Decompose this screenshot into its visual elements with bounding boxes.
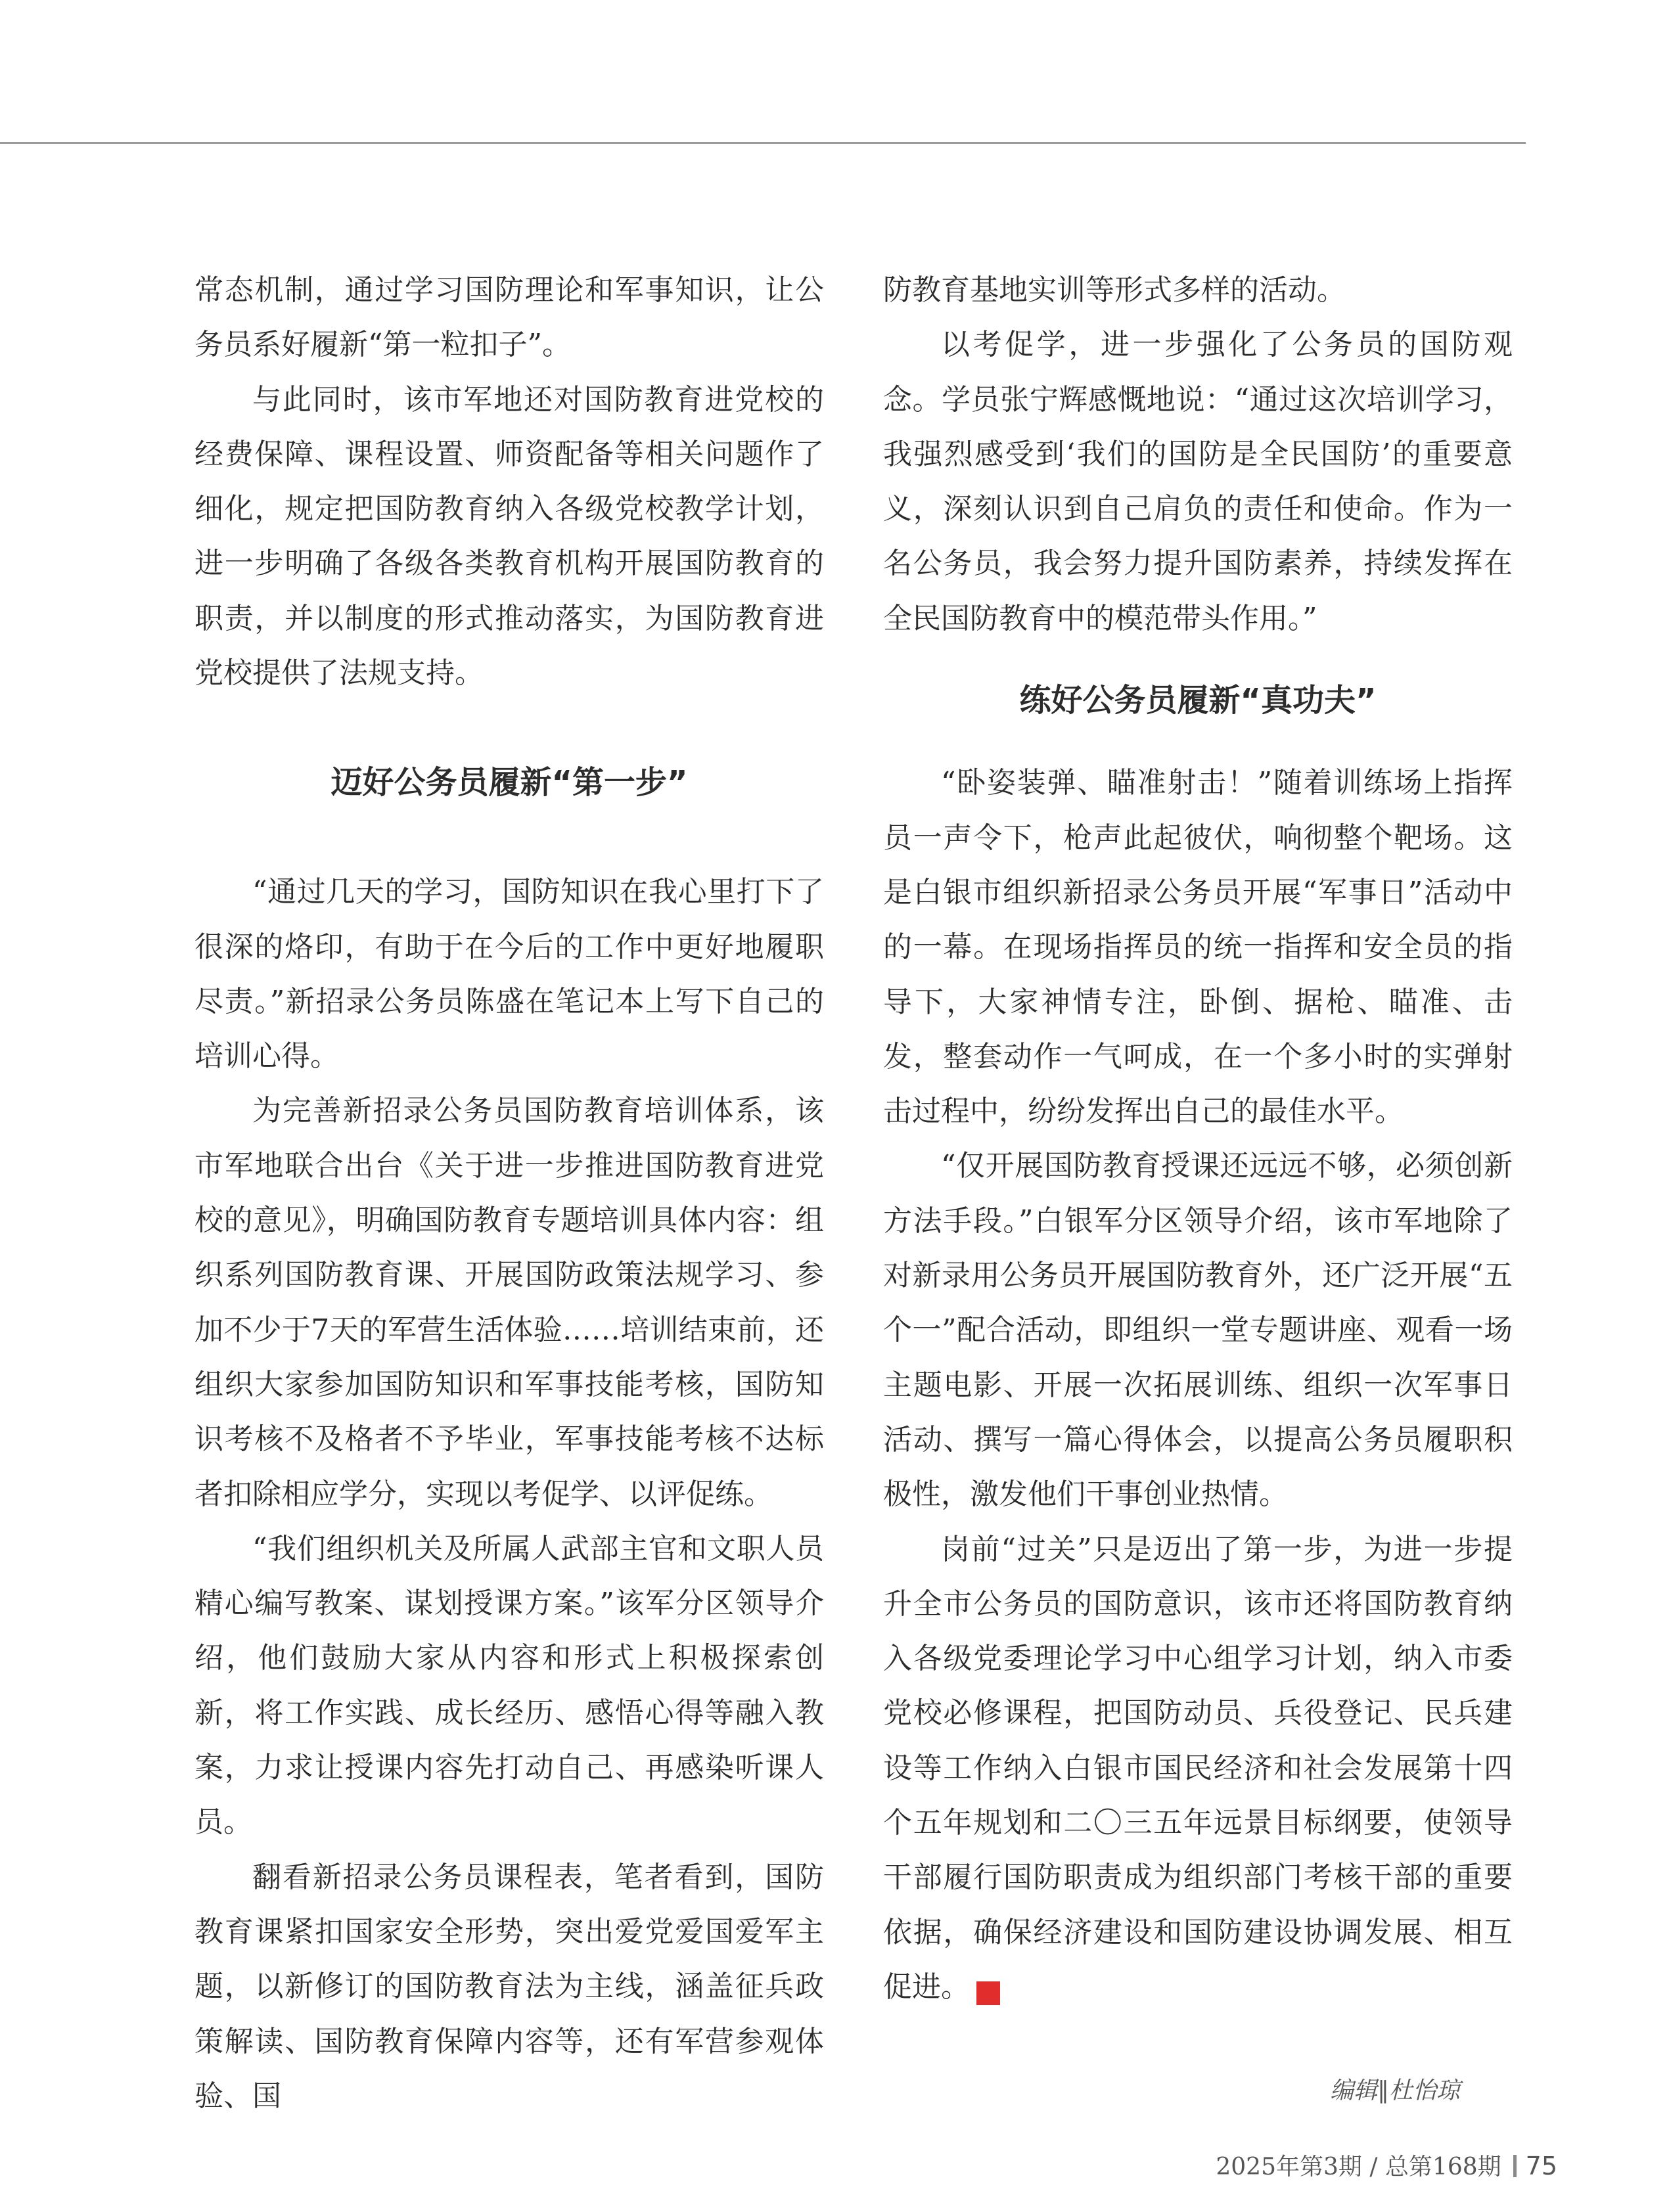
spacer (194, 810, 824, 865)
page-footer (1216, 2148, 1557, 2182)
paragraph: 以考促学，进一步强化了公务员的国防观念。学员张宁辉感慨地说：“通过这次培训学习，我强烈感受到‘我们的国防是全民国防’的重要意义，深刻认识到自己肩负的责任和使命。作为一名公务员，我会努力提升国防素养，持续发挥在全民国防教育中的模范带头作用。” (883, 328, 1513, 635)
paragraph: “我们组织机关及所属人武部主官和文职人员精心编写教案、谋划授课方案。”该军分区领导介绍，他们鼓励大家从内容和形式上积极探索创新，将工作实践、成长经历、感悟心得等融入教案，力求让授课内容先打动自己、再感染听课人员。 (194, 1531, 824, 1840)
paragraph: “通过几天的学习，国防知识在我心里打下了很深的烙印，有助于在今后的工作中更好地履职尽责。”新招录公务员陈盛在笔记本上写下自己的培训心得。 (194, 875, 824, 1073)
paragraph-text: 岗前“过关”只是迈出了第一步，为进一步提升全市公务员的国防意识，该市还将国防教育纳入各级党委理论学习中心组学习计划，纳入市委党校必修课程，把国防动员、兵役登记、民兵建设等工作纳入白银市国民经济和社会发展第十四个五年规划和二〇三五年远景目标纲要，使领导干部履行国防职责成为组织部门考核干部的重要依据，确保经济建设和国防建设协调发展、相互促进。 (883, 1532, 1513, 2004)
paragraph: 防教育基地实训等形式多样的活动。 (883, 273, 1346, 307)
paragraph: 翻看新招录公务员课程表，笔者看到，国防教育课紧扣国家安全形势，突出爱党爱国爱军主题，以新修订的国防教育法为主线，涵盖征兵政策解读、国防教育保障内容等，还有军营参观体验、国 (194, 1860, 824, 2113)
paragraph: “卧姿装弹、瞄准射击！”随着训练场上指挥员一声令下，枪声此起彼伏，响彻整个靶场。这是白银市组织新招录公务员开展“军事日”活动中的一幕。在现场指挥员的统一指挥和安全员的指导下，大家神情专注，卧倒、据枪、瞄准、击发，整套动作一气呵成，在一个多小时的实弹射击过程中，纷纷发挥出自己的最佳水平。 (883, 766, 1513, 1129)
paragraph: 为完善新招录公务员国防教育培训体系，该市军地联合出台《关于进一步推进国防教育进党校的意见》，明确国防教育专题培训具体内容：组织系列国防教育课、开展国防政策法规学习、参加不少于7天的军营生活体验……培训结束前，还组织大家参加国防知识和军事技能考核，国防知识考核不及格者不予毕业，军事技能考核不达标者扣除相应学分，实现以考促学、以评促练。 (194, 1094, 824, 1511)
editor-credit: 编辑∥杜怡琼 (1330, 2077, 1461, 2104)
paragraph: “仅开展国防教育授课还远远不够，必须创新方法手段。”白银军分区领导介绍，该市军地除了对新录用公务员开展国防教育外，还广泛开展“五个一”配合活动，即组织一堂专题讲座、观看一场主题电影、开展一次拓展训练、组织一次军事日活动、撰写一篇心得体会，以提高公务员履职积极性，激发他们干事创业热情。 (883, 1149, 1513, 1512)
page-number: 75 (1525, 2152, 1557, 2180)
footer-divider (1513, 2155, 1517, 2177)
spacer (883, 646, 1513, 673)
issue-info: 2025年第3期 / 总第168期 (1216, 2154, 1501, 2180)
paragraph: 常态机制，通过学习国防理论和军事知识，让公务员系好履新“第一粒扣子”。 (194, 273, 824, 362)
right-column (883, 263, 1513, 2014)
left-column (194, 263, 824, 2123)
section-heading: 练好公务员履新“真功夫” (1019, 682, 1377, 719)
paragraph (883, 1522, 1513, 2015)
spacer (194, 700, 824, 755)
header-rule (0, 142, 1526, 144)
end-mark-icon: G (976, 1981, 1000, 2005)
section-heading: 迈好公务员履新“第一步” (331, 763, 688, 801)
paragraph: 与此同时，该市军地还对国防教育进党校的经费保障、课程设置、师资配备等相关问题作了细化，规定把国防教育纳入各级党校教学计划，进一步明确了各级各类教育机构开展国防教育的职责，并以制度的形式推动落实，为国防教育进党校提供了法规支持。 (194, 382, 824, 690)
spacer (883, 728, 1513, 756)
